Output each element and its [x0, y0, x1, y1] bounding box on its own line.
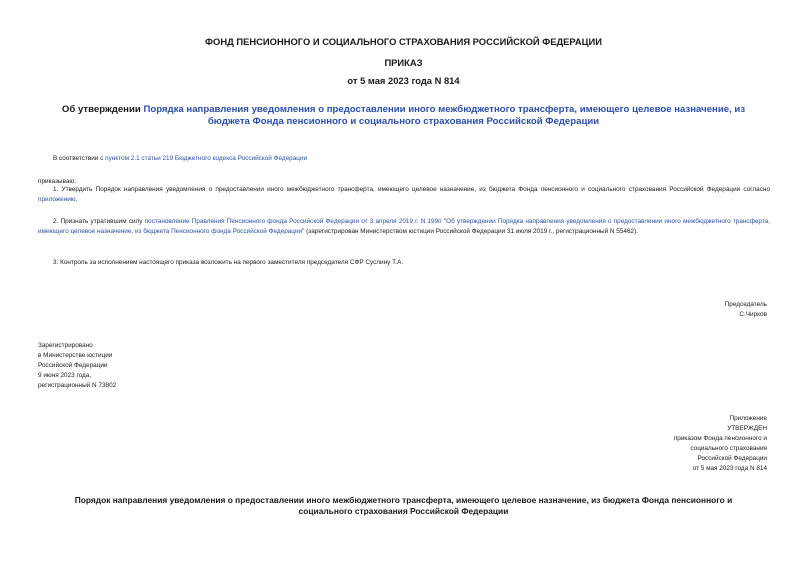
item-2-paragraph	[38, 217, 770, 237]
title-link[interactable]: Порядка направления уведомления о предоставлении иного межбюджетного трансферта, имеющего целевое назначение, из бюджета Фонда пенсионного и социального страхования Российской Федерации	[143, 104, 746, 127]
signature-position: Председатель	[724, 301, 767, 308]
appendix-title-line-1: Порядок направления уведомления о предоставлении иного межбюджетного трансферта, имеющего целевое назначение, из бюджета Фонда пенсионного и	[74, 495, 733, 505]
appendix-stamp-line-2: УТВЕРЖДЕН	[727, 425, 767, 432]
document-type: ПРИКАЗ	[384, 57, 423, 68]
item-1-paragraph	[38, 185, 770, 205]
item-2-prefix: 2. Признать утратившим силу	[53, 218, 145, 225]
appendix-stamp	[674, 414, 767, 474]
orders-word: приказываю:	[38, 178, 76, 185]
document-date-number: от 5 мая 2023 года N 814	[347, 75, 460, 86]
procedure-link[interactable]: Об утверждении Порядка направления уведомления о предоставлении иного межбюджетного трансферта, имеющего целевое назначение, из бюджета Пенсионного фонда Российской Федерации	[38, 218, 771, 235]
appendix-stamp-line-4: социального страхования	[690, 445, 767, 452]
signature-name: С.Чирков	[739, 311, 767, 318]
item-1-text: 1. Утвердить Порядок направления уведомления о предоставлении иного межбюджетного трансферта, имеющего целевое назначение, из бюджета Фонда пенсионного и социального страхования Российской Федерации согласно	[53, 186, 770, 193]
registration-line-2: в Министерстве юстиции	[38, 352, 113, 359]
appendix-stamp-line-6: от 5 мая 2023 года N 814	[692, 465, 767, 472]
registration-line-4: 9 июня 2023 года,	[38, 372, 92, 379]
registration-line-3: Российской Федерации	[38, 362, 108, 369]
appendix-link[interactable]: приложению	[38, 196, 76, 203]
appendix-stamp-line-1: Приложение	[729, 415, 767, 422]
budget-code-link[interactable]: пунктом 2.1 статьи 219 Бюджетного кодекса Российской Федерации	[105, 155, 308, 162]
organization-name: ФОНД ПЕНСИОННОГО И СОЦИАЛЬНОГО СТРАХОВАНИЯ РОССИЙСКОЙ ФЕДЕРАЦИИ	[205, 36, 602, 47]
resolution-link[interactable]: постановление Правления Пенсионного фонда Российской Федерации от 3 апреля 2019 г. N 199п	[144, 218, 442, 225]
document-title	[40, 104, 767, 128]
registration-block	[38, 341, 116, 391]
appendix-title-line-2: социального страхования Российской Федерации	[298, 506, 509, 516]
basis-prefix: В соответствии с	[53, 155, 106, 162]
item-3-paragraph: 3. Контроль за исполнением настоящего приказа возложить на первого заместителя председателя СФР Суслину Т.А.	[53, 259, 404, 266]
registration-line-1: Зарегистрировано	[38, 342, 93, 349]
item-2-mid: "	[441, 218, 447, 225]
appendix-title	[40, 495, 767, 517]
appendix-stamp-line-3: приказом Фонда пенсионного и	[673, 435, 767, 442]
item-2-suffix: " (зарегистрирован Министерством юстиции Российской Федерации 31 июля 2019 г., регистрационный N 55462).	[302, 228, 638, 235]
item-1-end: .	[75, 196, 78, 203]
signature-block	[725, 300, 767, 320]
basis-paragraph	[38, 154, 770, 164]
title-prefix: Об утверждении	[61, 104, 144, 115]
registration-line-5: регистрационный N 73802	[38, 382, 117, 389]
appendix-stamp-line-5: Российской Федерации	[697, 455, 767, 462]
